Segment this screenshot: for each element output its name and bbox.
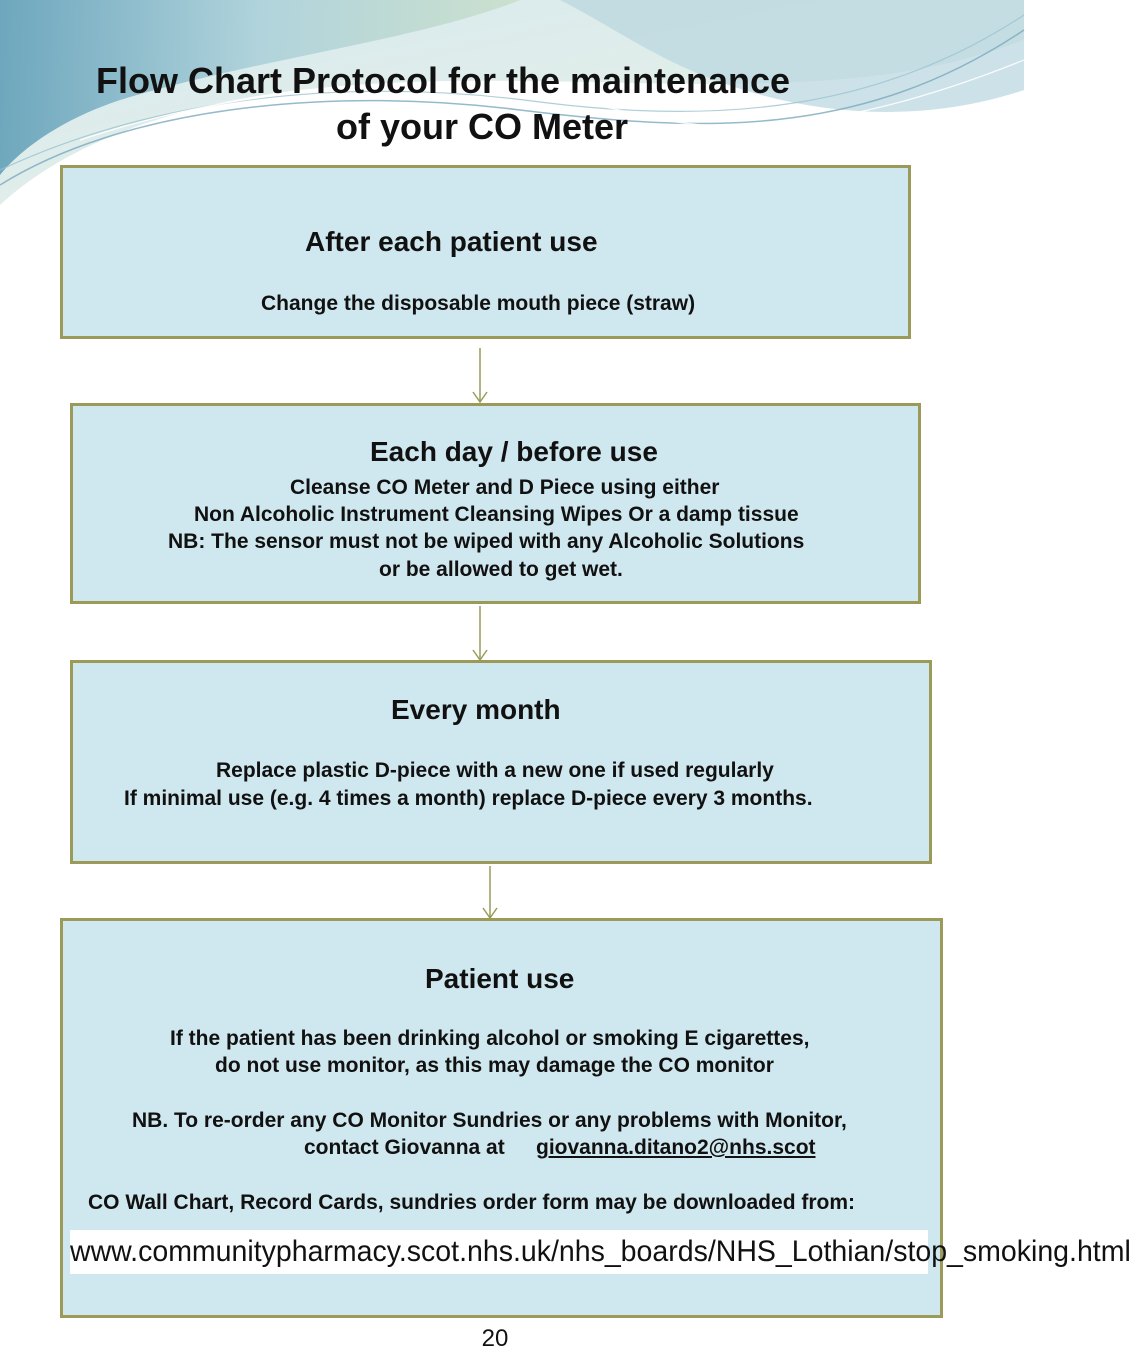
- flow-arrow-2: [470, 606, 490, 662]
- step-text: CO Wall Chart, Record Cards, sundries order form may be downloaded from:: [88, 1191, 856, 1214]
- download-url-banner: [70, 1230, 1131, 1274]
- step-text: Cleanse CO Meter and D Piece using either: [290, 476, 720, 499]
- step-heading: After each patient use: [305, 226, 598, 257]
- step-heading: Patient use: [425, 963, 575, 994]
- step-text: NB. To re-order any CO Monitor Sundries or any problems with Monitor,: [132, 1109, 847, 1132]
- step-text: Non Alcoholic Instrument Cleansing Wipes Or a damp tissue: [194, 503, 799, 526]
- step-box-each-day: [70, 403, 921, 604]
- step-heading: Each day / before use: [370, 436, 658, 467]
- step-box-after-each-use: [60, 165, 911, 339]
- step-text: or be allowed to get wet.: [379, 558, 623, 581]
- step-text: NB: The sensor must not be wiped with any Alcoholic Solutions: [168, 530, 805, 553]
- step-box-every-month: [70, 660, 932, 864]
- contact-email-link[interactable]: giovanna.ditano2@nhs.scot: [536, 1136, 816, 1159]
- flow-arrow-1: [470, 348, 490, 404]
- download-url-link[interactable]: www.communitypharmacy.scot.nhs.uk/nhs_boards/NHS_Lothian/stop_smoking.html: [70, 1235, 1131, 1268]
- step-text: Change the disposable mouth piece (straw): [261, 292, 696, 315]
- step-heading: Every month: [391, 694, 561, 725]
- step-text: do not use monitor, as this may damage the CO monitor: [215, 1054, 774, 1077]
- flow-arrow-3: [480, 866, 500, 920]
- page-title-line-2: of your CO Meter: [336, 106, 629, 147]
- step-text: contact Giovanna at: [304, 1136, 505, 1159]
- page-number: 20: [481, 1325, 509, 1352]
- step-text: If minimal use (e.g. 4 times a month) replace D-piece every 3 months.: [124, 787, 813, 810]
- page-title-line-1: Flow Chart Protocol for the maintenance: [96, 60, 791, 101]
- page-title: [60, 58, 920, 150]
- step-text: If the patient has been drinking alcohol or smoking E cigarettes,: [170, 1027, 810, 1050]
- step-text: Replace plastic D-piece with a new one if used regularly: [216, 759, 774, 782]
